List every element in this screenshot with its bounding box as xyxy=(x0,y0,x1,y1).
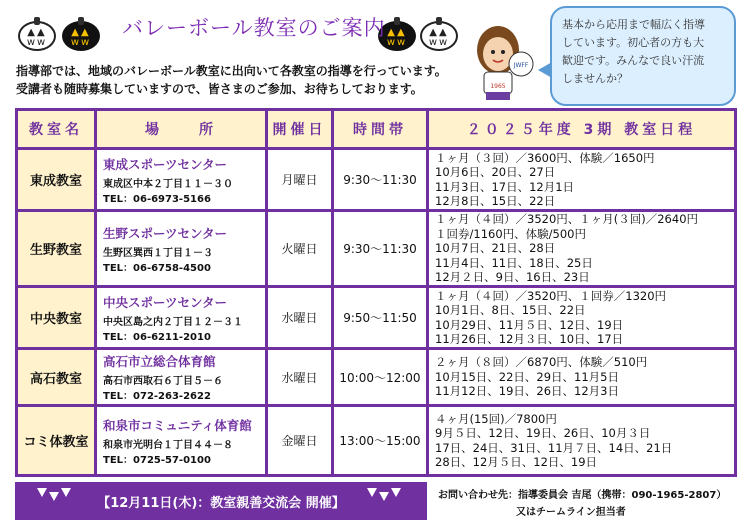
bubble-line: 歓迎です。みんなで良い汗流 xyxy=(562,54,705,67)
page-title: バレーボール教室のご案内 xyxy=(122,16,386,40)
schedule-cell xyxy=(428,211,736,287)
table-row xyxy=(17,406,736,476)
banner-text: 【12月11日(木)：教室親善交流会 開催】 xyxy=(97,496,345,511)
intro-line: 指導部では、地域のバレーボール教室に出向いて各教室の指導を行っています。 xyxy=(16,64,447,78)
venue-cell xyxy=(96,349,267,406)
class-name: 東成教室 xyxy=(17,149,96,211)
schedule-line: 12月8日、15日、22日 xyxy=(435,194,556,208)
event-banner xyxy=(15,482,427,520)
schedule-line: 17日、24日、31日、11月７日、14日、21日 xyxy=(435,440,673,455)
pumpkin-icon: ▲▲ ww xyxy=(420,21,458,51)
venue-name: 東成スポーツセンター xyxy=(103,156,228,172)
schedule-line: １ヶ月（４回）／3520円、１回券／1320円 xyxy=(435,288,667,303)
class-name: 中央教室 xyxy=(17,287,96,349)
venue-cell xyxy=(96,211,267,287)
schedule-line: 11月26日、12月３日、10日、17日 xyxy=(435,332,624,346)
pumpkin-icon: ▲▲ ww xyxy=(62,21,100,51)
schedule-cell xyxy=(428,406,736,476)
table-row xyxy=(17,349,736,406)
table-row xyxy=(17,211,736,287)
contact-info xyxy=(438,487,726,521)
venue-tel: TEL：06-6973-5166 xyxy=(103,193,211,205)
venue-name: 生野スポーツセンター xyxy=(103,225,228,241)
class-day: 月曜日 xyxy=(267,149,333,211)
class-day: 水曜日 xyxy=(267,287,333,349)
venue-name: 高石市立総合体育館 xyxy=(103,354,216,369)
bubble-line: 基本から応用まで幅広く指導 xyxy=(562,18,705,31)
header-time: 時間帯 xyxy=(333,110,428,149)
venue-tel: TEL：072-263-2622 xyxy=(103,391,211,402)
schedule-cell xyxy=(428,149,736,211)
table-row xyxy=(17,287,736,349)
venue-name: 和泉市コミュニティ体育館 xyxy=(103,417,252,433)
schedule-cell xyxy=(428,287,736,349)
header-place: 場 所 xyxy=(96,110,267,149)
bubble-line: しませんか？ xyxy=(562,72,628,85)
venue-cell xyxy=(96,149,267,211)
table-row xyxy=(17,149,736,211)
class-name: 高石教室 xyxy=(17,349,96,406)
bubble-line: しています。初心者の方も大 xyxy=(562,36,705,49)
schedule-line: 10月1日、8日、15日、22日 xyxy=(435,303,586,317)
schedule-line: 28日、12月５日、12日、19日 xyxy=(435,455,598,469)
venue-tel: TEL：06-6211-2010 xyxy=(103,331,211,343)
schedule-cell xyxy=(428,349,736,406)
intro-text xyxy=(16,62,447,98)
class-time: 10:00～12:00 xyxy=(333,349,428,406)
schedule-line: 10月7日、21日、28日 xyxy=(435,241,556,256)
contact-line: 又はチームライン担当者 xyxy=(516,507,626,518)
class-time: 9:50～11:50 xyxy=(333,287,428,349)
speech-bubble xyxy=(550,6,736,106)
venue-tel: TEL：06-6758-4500 xyxy=(103,262,211,274)
class-time: 9:30～11:30 xyxy=(333,211,428,287)
class-day: 水曜日 xyxy=(267,349,333,406)
class-name: 生野教室 xyxy=(17,211,96,287)
header-schedule: ２０２５年度 3期 教室日程 xyxy=(428,110,736,149)
venue-tel: TEL：0725-57-0100 xyxy=(103,454,211,466)
table-header-row xyxy=(17,110,736,149)
header-day: 開催日 xyxy=(267,110,333,149)
class-day: 火曜日 xyxy=(267,211,333,287)
mascot-badge-bottom: 1965 xyxy=(490,83,506,90)
header-name: 教室名 xyxy=(17,110,96,149)
class-name: コミ体教室 xyxy=(17,406,96,476)
class-time: 13:00～15:00 xyxy=(333,406,428,476)
mascot-badge-top: JWFF xyxy=(513,62,529,69)
schedule-line: 10月6日、20日、27日 xyxy=(435,165,556,179)
schedule-line: ２ヶ月（８回）／6870円、体験／510円 xyxy=(435,355,648,370)
venue-name: 中央スポーツセンター xyxy=(103,294,228,310)
venue-cell xyxy=(96,287,267,349)
venue-address: 東成区中本２丁目１１－３０ xyxy=(103,178,233,190)
schedule-line: 11月3日、17日、12月1日 xyxy=(435,179,575,194)
schedule-line: 10月15日、22日、29日、11月5日 xyxy=(435,369,619,384)
intro-line: 受講者も随時募集していますので、皆さまのご参加、お待ちしております。 xyxy=(16,82,423,96)
contact-line: お問い合わせ先：指導委員会 吉尾（携帯：090-1965-2807） xyxy=(438,490,727,501)
schedule-line: １ヶ月（３回）／3600円、体験／1650円 xyxy=(435,150,655,165)
schedule-line: 11月12日、19日、26日、12月3日 xyxy=(435,384,619,399)
schedule-line: 10月29日、11月５日、12日、19日 xyxy=(435,317,624,332)
venue-address: 中央区島之内２丁目１２－３１ xyxy=(103,316,243,328)
venue-address: 生野区巽西１丁目１－３ xyxy=(103,247,213,259)
schedule-table xyxy=(15,108,737,477)
venue-cell xyxy=(96,406,267,476)
schedule-line: １ヶ月（４回）／3520円、１ヶ月(３回)／2640円 xyxy=(435,212,699,227)
pumpkin-icon: ▲▲ ww xyxy=(18,21,56,51)
class-day: 金曜日 xyxy=(267,406,333,476)
venue-address: 和泉市光明台１丁目４４－８ xyxy=(103,439,233,451)
mascot-illustration xyxy=(474,22,536,104)
schedule-line: 12月２日、9日、16日、23日 xyxy=(435,270,590,285)
schedule-line: １回券/1160円、体験/500円 xyxy=(435,226,586,241)
class-time: 9:30～11:30 xyxy=(333,149,428,211)
schedule-line: 11月4日、11日、18日、25日 xyxy=(435,255,593,270)
schedule-line: ４ヶ月(15回)／7800円 xyxy=(435,411,557,426)
pumpkin-icon: ▲▲ ww xyxy=(378,21,416,51)
venue-address: 高石市西取石６丁目５－６ xyxy=(103,376,223,387)
schedule-line: 9月５日、12日、19日、26日、10月３日 xyxy=(435,426,651,440)
